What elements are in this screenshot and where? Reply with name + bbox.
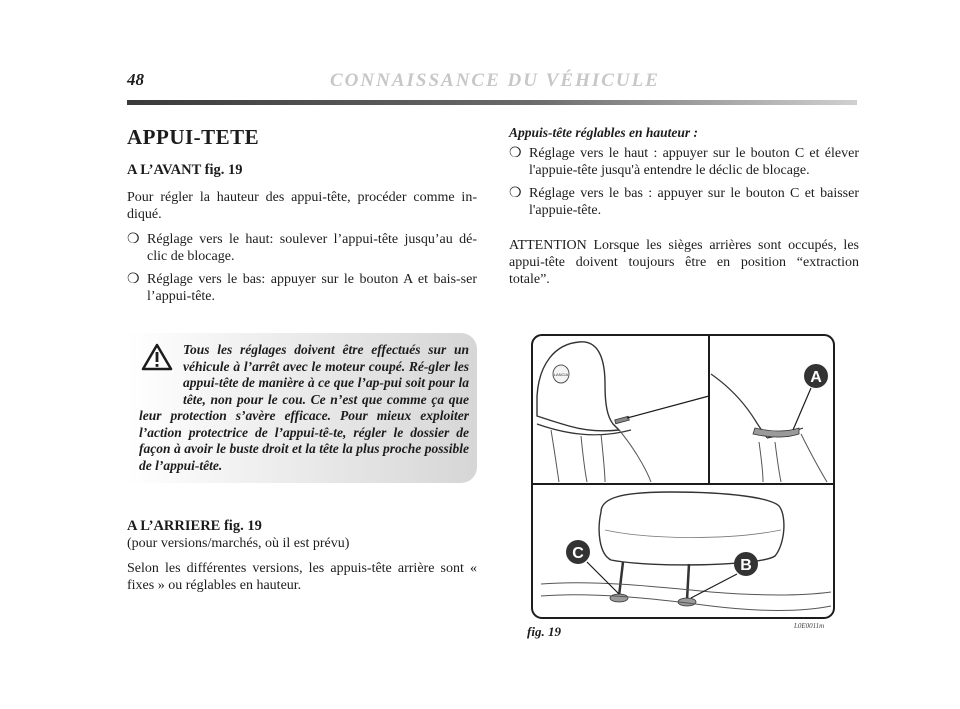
headrest-illustration xyxy=(531,334,835,619)
rear-section xyxy=(127,518,477,602)
attention-paragraph: ATTENTION Lorsque les sièges arrières sont occupés, les appui-tête doivent toujours être en position “extraction totale”. xyxy=(509,238,859,287)
rear-note: (pour versions/marchés, où il est prévu) xyxy=(127,536,350,551)
list-item xyxy=(509,145,859,179)
left-column xyxy=(127,125,477,311)
list-item xyxy=(127,231,477,265)
adjustable-subheading: Appuis-tête réglables en hauteur : xyxy=(509,125,699,140)
figure-code: L0E0011m xyxy=(794,622,825,630)
label-c: C xyxy=(572,545,584,562)
warning-text xyxy=(139,342,469,474)
bullet-icon: ❍ xyxy=(509,146,522,161)
bullet-icon: ❍ xyxy=(509,186,522,201)
page-number: 48 xyxy=(127,70,144,89)
bullet-icon: ❍ xyxy=(127,232,140,247)
bullet-icon: ❍ xyxy=(127,272,140,287)
label-b: B xyxy=(740,557,752,574)
rear-paragraph: Selon les différentes versions, les appuis-tête arrière sont « fixes » ou réglables en hauteur. xyxy=(127,561,477,593)
warning-body: Tous les réglages doivent être effectués sur un véhicule à l’arrêt avec le moteur coupé. Ré-gler les appui-tête de manière à ce que l’ap-pui soit pour la tête, non pour le cou. Ce n’est que comme ça que leur protection s’avère efficace. Pour mieux exploiter l’action protectrice de l’appui-tê-te, régler le dossier de façon à avoir le buste droit et la tête la plus proche possible de l’appui-tête. xyxy=(139,342,469,473)
label-a: A xyxy=(810,369,822,386)
list-item xyxy=(127,271,477,305)
intro-paragraph: Pour régler la hauteur des appui-tête, procéder comme in-diqué. xyxy=(127,190,477,222)
right-column xyxy=(509,125,859,296)
bullet-text: Réglage vers le haut : appuyer sur le bouton C et élever l'appuie-tête jusqu'à entendre le déclic de blocage. xyxy=(529,146,859,178)
bullet-text: Réglage vers le haut: soulever l’appui-tête jusqu’au dé-clic de blocage. xyxy=(147,232,477,264)
running-header: CONNAISSANCE DU VÉHICULE xyxy=(330,70,660,91)
list-item xyxy=(509,185,859,219)
logo-text: LANCIA xyxy=(553,372,569,377)
bullet-text: Réglage vers le bas: appuyer sur le bouton A et bais-ser l’appui-tête. xyxy=(147,272,477,304)
rear-heading: A L’ARRIERE fig. 19 xyxy=(127,518,262,534)
front-heading: A L’AVANT fig. 19 xyxy=(127,162,243,178)
bullet-text: Réglage vers le bas : appuyer sur le bouton C et baisser l'appuie-tête. xyxy=(529,186,859,218)
figure-caption: fig. 19 xyxy=(527,624,561,639)
headrest-diagram xyxy=(531,334,835,619)
warning-box xyxy=(127,333,477,483)
header-rule xyxy=(127,100,857,105)
section-title: APPUI-TETE xyxy=(127,125,260,149)
